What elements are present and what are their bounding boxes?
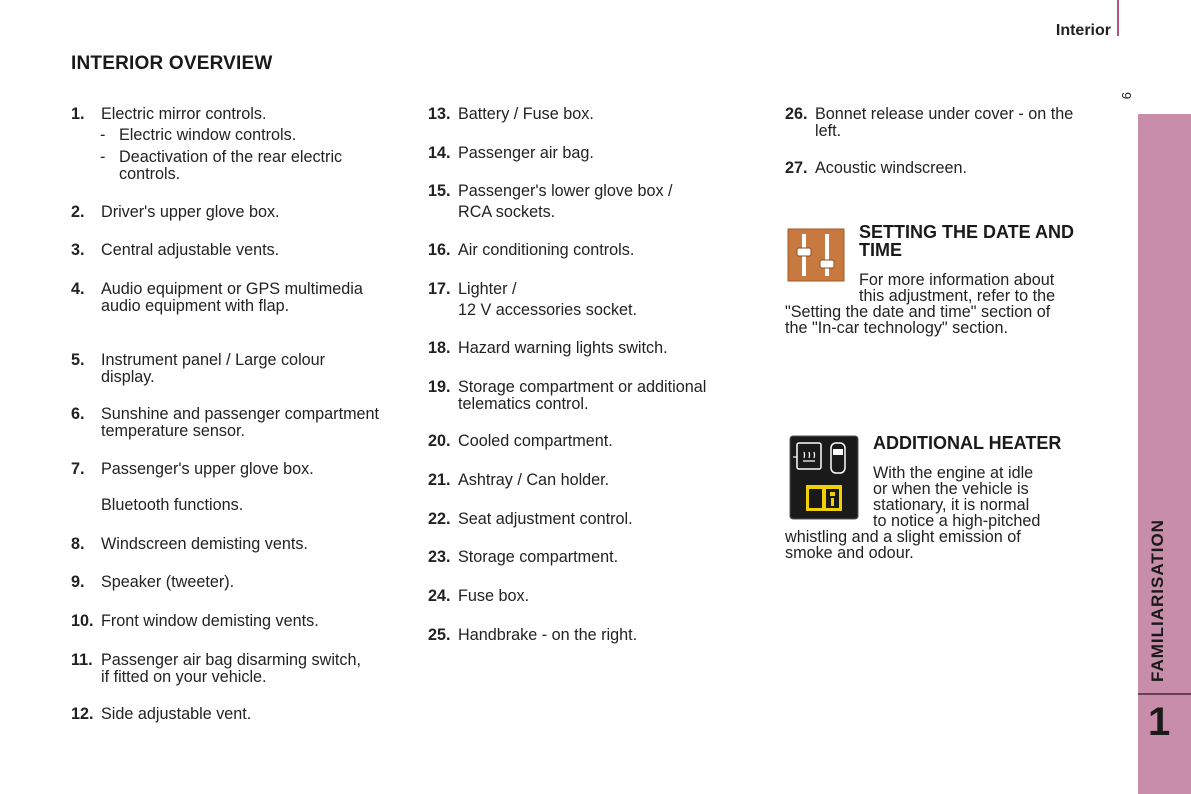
item-number: 21. bbox=[428, 471, 451, 489]
bullet-dash: - bbox=[100, 126, 106, 144]
item-text: Fuse box. bbox=[458, 587, 530, 605]
item-text: Cooled compartment. bbox=[458, 432, 613, 450]
settings-sliders-icon bbox=[787, 228, 845, 282]
item-number: 7. bbox=[71, 460, 85, 478]
page-number: 9 bbox=[1119, 92, 1134, 100]
item-text: Sunshine and passenger compartment temperature sensor. bbox=[101, 405, 380, 440]
list-item bbox=[71, 536, 401, 553]
list-item bbox=[428, 145, 768, 162]
item-number: 26. bbox=[785, 105, 808, 123]
header-title: Interior bbox=[1055, 22, 1111, 39]
list-item bbox=[428, 549, 768, 566]
list-item bbox=[785, 106, 1095, 139]
item-number: 9. bbox=[71, 573, 85, 591]
item-text: Passenger's upper glove box. bbox=[101, 460, 314, 478]
item-number: 2. bbox=[71, 203, 85, 221]
heater-info-icon bbox=[789, 435, 859, 520]
list-item-note bbox=[71, 497, 401, 514]
sub-item-text: Electric window controls. bbox=[119, 126, 297, 144]
heater-text-4: to notice a high-pitched bbox=[873, 512, 1041, 530]
item-number: 4. bbox=[71, 280, 85, 298]
heater-text-6: smoke and odour. bbox=[785, 544, 914, 562]
list-item bbox=[428, 379, 768, 412]
item-number: 12. bbox=[71, 705, 94, 723]
item-number: 1. bbox=[71, 105, 85, 123]
list-item bbox=[71, 242, 401, 259]
item-text: Central adjustable vents. bbox=[101, 241, 280, 259]
item-text: Windscreen demisting vents. bbox=[101, 535, 308, 553]
bullet-dash: - bbox=[100, 148, 106, 166]
sub-item-text: Deactivation of the rear electric controls. bbox=[119, 148, 343, 183]
item-number: 13. bbox=[428, 105, 451, 123]
heater-text-2: or when the vehicle is bbox=[873, 480, 1029, 498]
list-item bbox=[71, 281, 391, 314]
item-number: 22. bbox=[428, 510, 451, 528]
date-time-title bbox=[859, 223, 1074, 259]
list-item bbox=[71, 574, 401, 591]
item-text: Passenger air bag. bbox=[458, 144, 594, 162]
list-item bbox=[71, 106, 401, 123]
item-number: 11. bbox=[71, 651, 93, 669]
item-number: 20. bbox=[428, 432, 451, 450]
item-text: Audio equipment or GPS multimedia audio equipment with flap. bbox=[101, 280, 363, 315]
list-item bbox=[428, 183, 768, 220]
heater-text-1: With the engine at idle bbox=[873, 464, 1034, 482]
list-item bbox=[428, 588, 768, 605]
item-text: Passenger air bag disarming switch, if fitted on your vehicle. bbox=[101, 651, 362, 686]
date-time-text-4: the "In-car technology" section. bbox=[785, 319, 1008, 337]
chapter-label: FAMILIARISATION bbox=[1148, 519, 1167, 682]
item-text-line2: 12 V accessories socket. bbox=[458, 300, 638, 319]
item-text: Seat adjustment control. bbox=[458, 510, 633, 528]
item-number: 5. bbox=[71, 351, 85, 369]
item-text: Air conditioning controls. bbox=[458, 241, 635, 259]
item-text: Speaker (tweeter). bbox=[101, 573, 235, 591]
list-item bbox=[428, 340, 768, 357]
item-number: 8. bbox=[71, 535, 85, 553]
date-time-text-1: For more information about bbox=[859, 271, 1055, 289]
item-text: Front window demisting vents. bbox=[101, 612, 319, 630]
chapter-divider bbox=[1138, 693, 1191, 695]
list-item bbox=[71, 461, 401, 478]
list-item bbox=[71, 706, 401, 723]
item-text: Side adjustable vent. bbox=[101, 705, 252, 723]
item-text-line2: RCA sockets. bbox=[458, 202, 556, 221]
sub-item bbox=[100, 127, 400, 144]
section-title: INTERIOR OVERVIEW bbox=[71, 53, 273, 74]
item-text: Hazard warning lights switch. bbox=[458, 339, 668, 357]
item-text: Lighter / bbox=[458, 280, 517, 298]
item-number: 17. bbox=[428, 280, 451, 298]
list-item bbox=[71, 613, 401, 630]
item-number: 25. bbox=[428, 626, 451, 644]
item-number: 19. bbox=[428, 378, 451, 396]
item-number: 6. bbox=[71, 405, 85, 423]
list-item bbox=[71, 652, 371, 685]
item-text: Battery / Fuse box. bbox=[458, 105, 594, 123]
list-item bbox=[71, 406, 393, 439]
date-time-text-2: this adjustment, refer to the bbox=[859, 287, 1056, 305]
list-item bbox=[428, 511, 768, 528]
item-text: Ashtray / Can holder. bbox=[458, 471, 610, 489]
item-text: Bluetooth functions. bbox=[101, 496, 244, 514]
item-number: 27. bbox=[785, 159, 808, 177]
list-item bbox=[428, 281, 768, 318]
item-number: 24. bbox=[428, 587, 451, 605]
item-text: Driver's upper glove box. bbox=[101, 203, 280, 221]
list-item bbox=[428, 106, 768, 123]
chapter-number: 1 bbox=[1148, 700, 1171, 744]
item-number: 18. bbox=[428, 339, 451, 357]
item-number: 14. bbox=[428, 144, 451, 162]
list-item bbox=[71, 352, 381, 385]
chapter-side-tab bbox=[1138, 114, 1191, 794]
item-text: Handbrake - on the right. bbox=[458, 626, 638, 644]
item-text: Electric mirror controls. bbox=[101, 105, 267, 123]
date-time-title-line1: SETTING THE DATE AND bbox=[859, 222, 1074, 242]
item-text: Passenger's lower glove box / bbox=[458, 182, 673, 200]
item-text: Storage compartment. bbox=[458, 548, 619, 566]
sub-item bbox=[100, 149, 400, 182]
item-text: Bonnet release under cover - on the left. bbox=[815, 105, 1074, 140]
item-number: 15. bbox=[428, 182, 451, 200]
date-time-text-3: "Setting the date and time" section of bbox=[785, 303, 1051, 321]
list-item bbox=[785, 160, 1105, 177]
heater-text-5: whistling and a slight emission of bbox=[785, 528, 1021, 546]
item-number: 23. bbox=[428, 548, 451, 566]
list-item bbox=[71, 204, 401, 221]
list-item bbox=[428, 472, 768, 489]
date-time-title-line2: TIME bbox=[859, 240, 902, 260]
list-item bbox=[428, 627, 768, 644]
item-text: Acoustic windscreen. bbox=[815, 159, 968, 177]
heater-text-3: stationary, it is normal bbox=[873, 496, 1030, 514]
item-text: Instrument panel / Large colour display. bbox=[101, 351, 326, 386]
item-number: 10. bbox=[71, 612, 94, 630]
list-item bbox=[428, 242, 768, 259]
heater-title: ADDITIONAL HEATER bbox=[873, 433, 1062, 453]
list-item bbox=[428, 433, 768, 450]
item-text: Storage compartment or additional telematics control. bbox=[458, 378, 707, 413]
item-number: 16. bbox=[428, 241, 451, 259]
header-rule bbox=[1117, 0, 1119, 36]
item-number: 3. bbox=[71, 241, 85, 259]
